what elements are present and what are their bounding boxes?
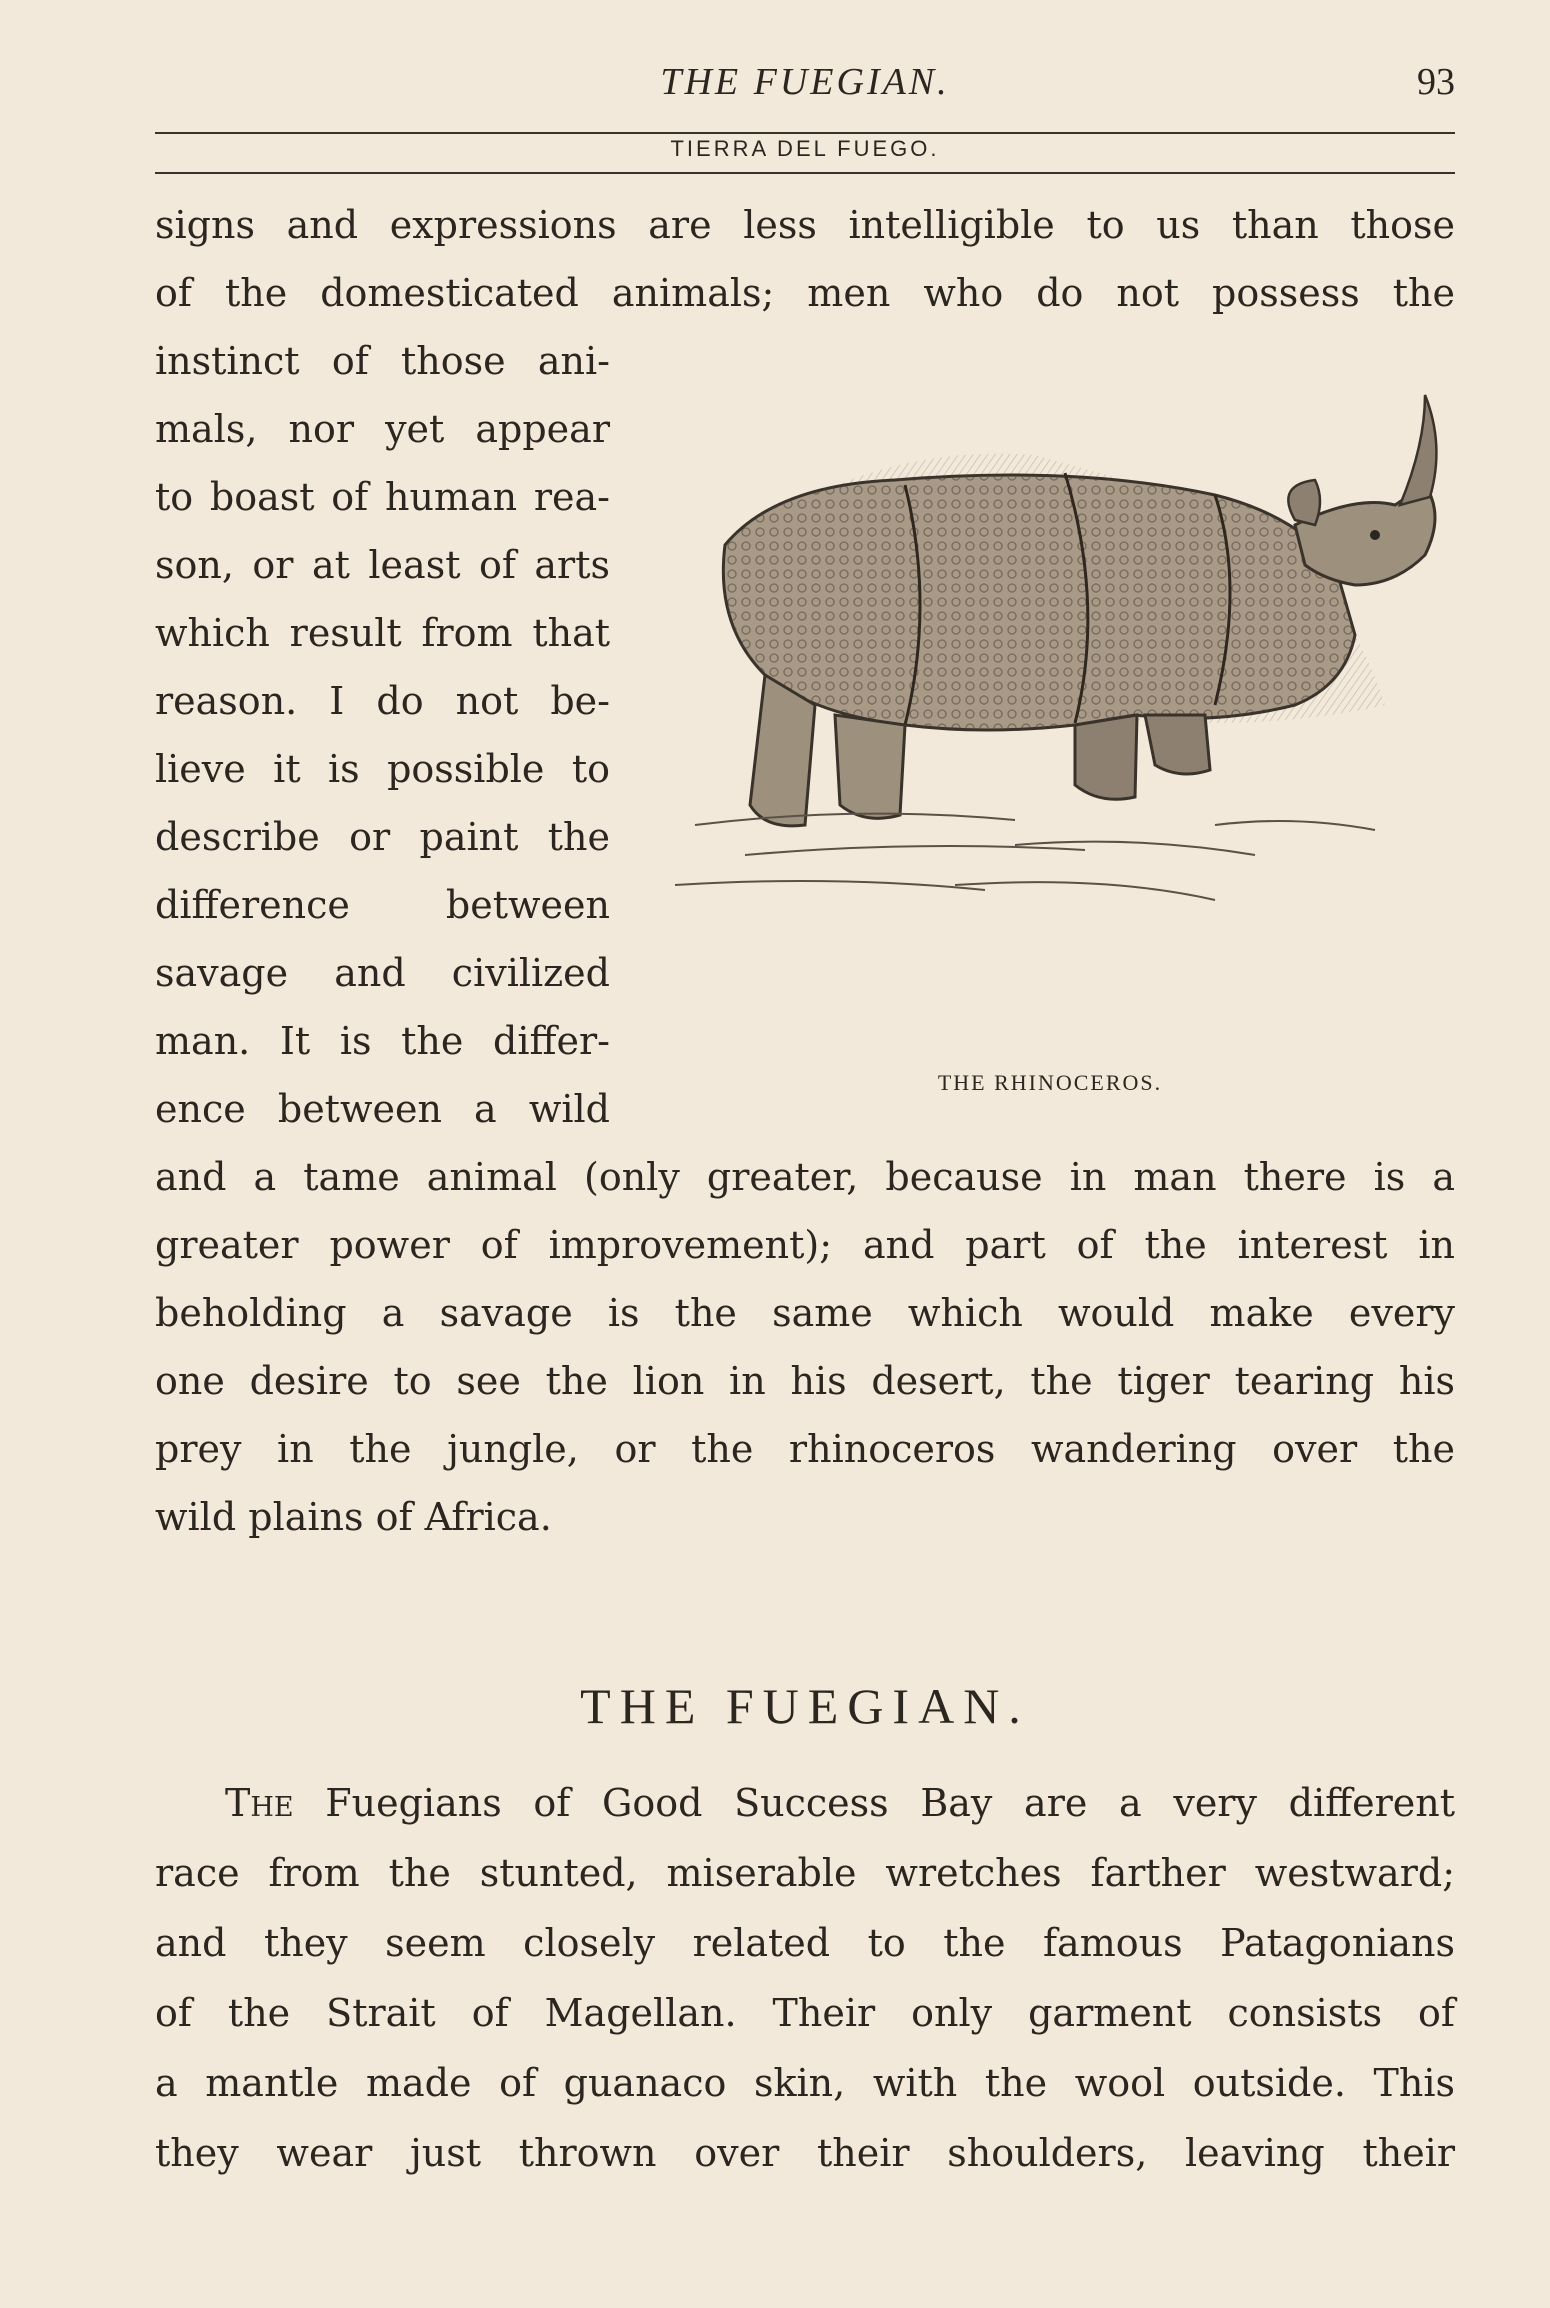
- body-line-text: Fuegians of Good Success Bay are a very different: [325, 1781, 1455, 1825]
- drop-word: The: [225, 1781, 294, 1825]
- body-line: prey in the jungle, or the rhinoceros wandering over the: [155, 1427, 1455, 1471]
- running-head: [155, 60, 1455, 110]
- body-line: to boast of human rea-: [155, 475, 610, 519]
- body-line: of the domesticated animals; men who do not possess the: [155, 271, 1455, 315]
- body-line: mals, nor yet appear: [155, 407, 610, 451]
- body-line: beholding a savage is the same which would make every: [155, 1291, 1455, 1335]
- body-line: instinct of those ani-: [155, 339, 610, 383]
- body-line: difference between: [155, 883, 610, 927]
- body-line: signs and expressions are less intelligible to us than those: [155, 203, 1455, 247]
- running-head-title: THE FUEGIAN.: [660, 61, 950, 103]
- body-line: race from the stunted, miserable wretches farther westward;: [155, 1851, 1455, 1895]
- rhinoceros-engraving: [655, 385, 1455, 925]
- body-line: and a tame animal (only greater, because in man there is a: [155, 1155, 1455, 1199]
- body-line: man. It is the differ-: [155, 1019, 610, 1063]
- body-line: one desire to see the lion in his desert, the tiger tearing his: [155, 1359, 1455, 1403]
- body-line: ence between a wild: [155, 1087, 610, 1131]
- body-line: they wear just thrown over their shoulders, leaving their: [155, 2131, 1455, 2175]
- page-number: 93: [1417, 61, 1455, 103]
- header-rule-top: [155, 132, 1455, 134]
- body-line: lieve it is possible to: [155, 747, 610, 791]
- header-rule-bottom: [155, 172, 1455, 174]
- body-line: describe or paint the: [155, 815, 610, 859]
- figure-caption: THE RHINOCEROS.: [937, 1070, 1163, 1095]
- body-line: reason. I do not be-: [155, 679, 610, 723]
- body-line: savage and civilized: [155, 951, 610, 995]
- rhinoceros-illustration: [655, 385, 1455, 925]
- body-line: son, or at least of arts: [155, 543, 610, 587]
- section-heading: THE FUEGIAN.: [580, 1678, 1030, 1734]
- body-line: a mantle made of guanaco skin, with the wool outside. This: [155, 2061, 1455, 2105]
- body-line: which result from that: [155, 611, 610, 655]
- body-line: and they seem closely related to the famous Patagonians: [155, 1921, 1455, 1965]
- body-line: greater power of improvement); and part of the interest in: [155, 1223, 1455, 1267]
- body-line-first: [155, 1780, 1455, 1826]
- running-subhead: TIERRA DEL FUEGO.: [670, 136, 940, 161]
- body-line: wild plains of Africa.: [155, 1495, 552, 1539]
- body-line: of the Strait of Magellan. Their only garment consists of: [155, 1991, 1455, 2035]
